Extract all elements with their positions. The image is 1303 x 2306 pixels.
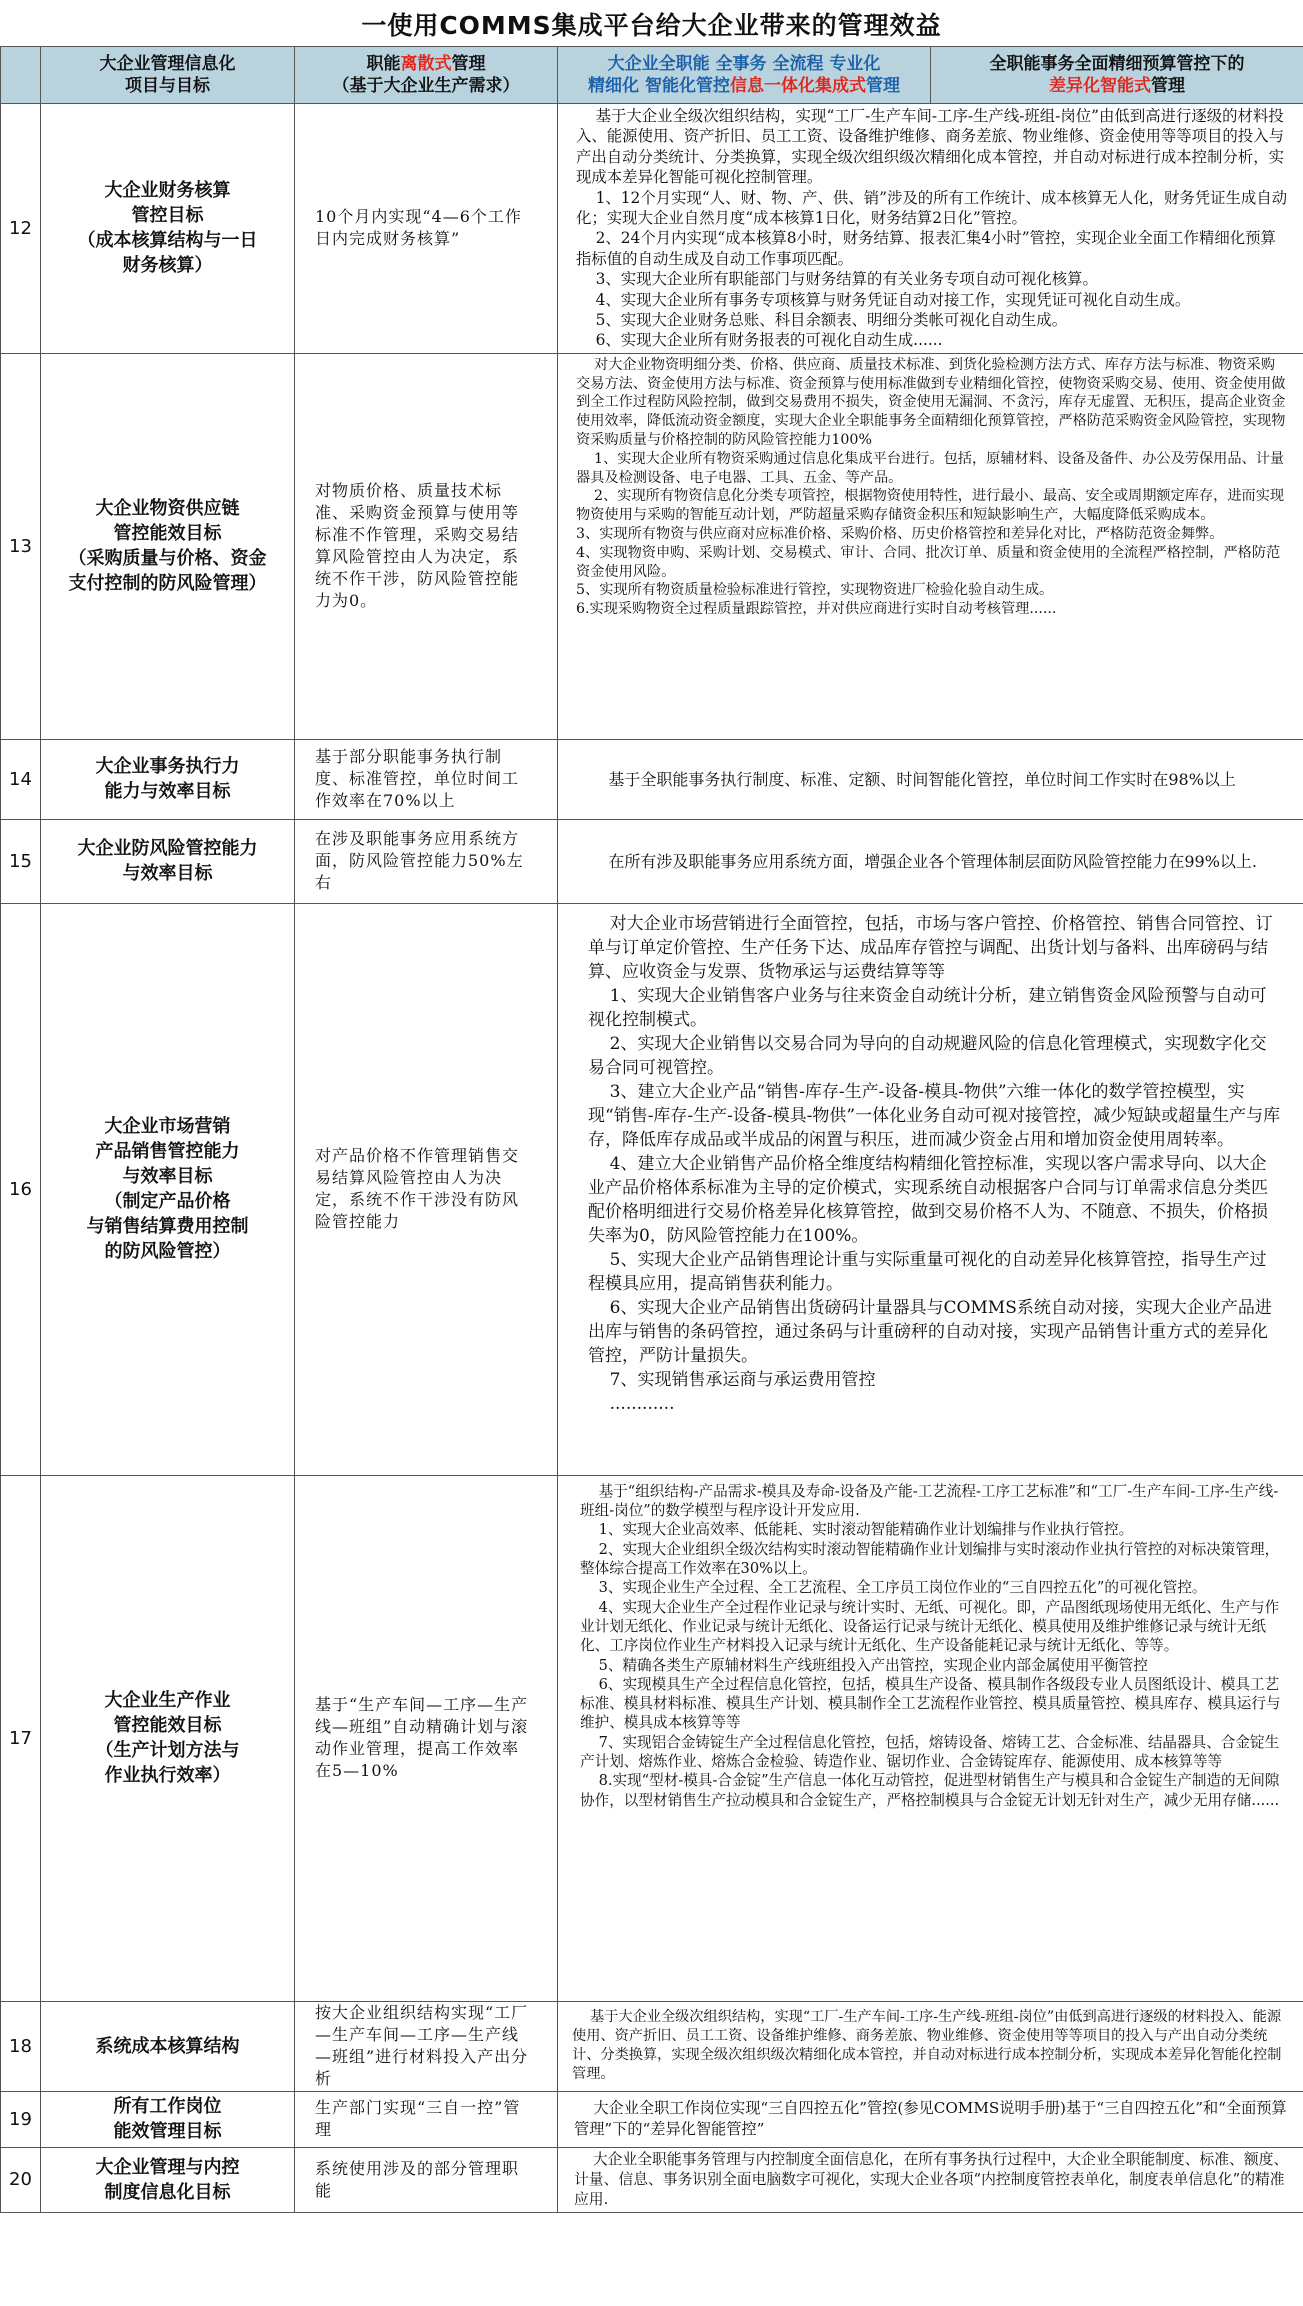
- description-paragraph: 2、24个月内实现“成本核算8小时，财务结算、报表汇集4小时”管控，实现企业全面工作精细化预算指标值的自动生成及自动工作事项匹配。: [576, 229, 1276, 268]
- table-row: [1, 1475, 1303, 2001]
- row-integrated-desc: [558, 2091, 1303, 2147]
- row-number: 20: [1, 2147, 41, 2212]
- row-discrete-desc: 基于部分职能事务执行制度、标准管控，单位时间工作效率在70%以上: [295, 739, 558, 819]
- description-paragraph: 基于大企业全级次组织结构，实现“工厂-生产车间-工序-生产线-班组-岗位”由低到高进行逐级的材料投入、能源使用、资产折旧、员工工资、设备维护维修、商务差旅、物业维修、资金使用等等项目的投入与产出自动分类统计、分类换算，实现全级次组织级次精细化成本管控，并自动对标进行成本控制分析，实现成本差异化智能化控制管理。: [572, 2009, 1282, 2083]
- row-goal: 大企业生产作业 管控能效目标 （生产计划方法与 作业执行效率）: [41, 1475, 295, 2001]
- description-paragraph: 3、实现所有物资与供应商对应标准价格、采购价格、历史价格管控和差异化对比，严格防范资金舞弊。: [576, 526, 1224, 543]
- row-discrete-desc: 对物质价格、质量技术标准、采购资金预算与使用等标准不作管理，采购交易结算风险管控由人为决定，系统不作干涉，防风险管控能力为0。: [295, 353, 558, 739]
- row-integrated-desc: [558, 2001, 1303, 2091]
- table-row: [1, 2091, 1303, 2147]
- row-integrated-desc: [558, 104, 1303, 354]
- header-col3-line1: 大企业全职能 全事务 全流程 专业化: [607, 54, 881, 74]
- description-paragraph: 5、精确各类生产原辅材料生产线班组投入产出管控，实现企业内部金属使用平衡管控: [580, 1656, 1148, 1674]
- table-row: [1, 819, 1303, 903]
- row-number: 12: [1, 104, 41, 354]
- description-paragraph: 6、实现大企业产品销售出货磅码计量器具与COMMS系统自动对接，实现大企业产品进出库与销售的条码管控，通过条码与计重磅秤的自动对接，实现产品销售计重方式的差异化管控，严防计量损失。: [588, 1297, 1272, 1366]
- row-goal: 大企业防风险管控能力 与效率目标: [41, 819, 295, 903]
- row-number: 17: [1, 1475, 41, 2001]
- description-paragraph: 8.实现“型材-模具-合金锭”生产信息一体化互动管控，促进型材销售生产与模具和合金锭生产制造的无间隙协作，以型材销售生产拉动模具和合金锭生产，严格控制模具与合金锭无计划无针对生产，减少无用存储......: [580, 1772, 1280, 1809]
- row-goal: 大企业市场营销 产品销售管控能力 与效率目标 （制定产品价格 与销售结算费用控制 的防风险管控）: [41, 903, 295, 1475]
- header-col3-line2-post: 管理: [865, 76, 900, 96]
- row-discrete-desc: 系统使用涉及的部分管理职能: [295, 2147, 558, 2212]
- description-paragraph: 基于大企业全级次组织结构，实现“工厂-生产车间-工序-生产线-班组-岗位”由低到高进行逐级的材料投入、能源使用、资产折旧、员工工资、设备维护维修、商务差旅、物业维修、资金使用等等项目的投入与产出自动分类统计、分类换算，实现全级次组织级次精细化成本管控，并自动对标进行成本控制分析，实现成本差异化智能可视化控制管理。: [576, 107, 1284, 187]
- header-col2-post: 管理: [451, 54, 486, 74]
- table-row: [1, 903, 1303, 1475]
- description-paragraph: 基于全职能事务执行制度、标准、定额、时间智能化管控，单位时间工作实时在98%以上: [588, 769, 1236, 789]
- description-paragraph: 5、实现所有物资质量检验标准进行管控，实现物资进厂检验化验自动生成。: [576, 582, 1054, 599]
- row-integrated-desc: [558, 1475, 1303, 2001]
- row-number: 15: [1, 819, 41, 903]
- row-integrated-desc: [558, 353, 1303, 739]
- row-integrated-desc: [558, 819, 1303, 903]
- description-paragraph: 6.实现采购物资全过程质量跟踪管控，并对供应商进行实时自动考核管理......: [576, 601, 1057, 618]
- row-discrete-desc: 生产部门实现“三自一控”管理: [295, 2091, 558, 2147]
- page-title: 一使用COMMS集成平台给大企业带来的管理效益: [361, 11, 942, 40]
- description-paragraph: 1、实现大企业高效率、低能耗、实时滚动智能精确作业计划编排与作业执行管控。: [580, 1521, 1134, 1539]
- row-number: 14: [1, 739, 41, 819]
- table-row: [1, 739, 1303, 819]
- row-discrete-desc: 在涉及职能事务应用系统方面，防风险管控能力50%左右: [295, 819, 558, 903]
- row-discrete-desc: 按大企业组织结构实现“工厂—生产车间—工序—生产线—班组”进行材料投入产出分析: [295, 2001, 558, 2091]
- description-paragraph: 1、12个月实现“人、财、物、产、供、销”涉及的所有工作统计、成本核算无人化，财务凭证生成自动化；实现大企业自然月度“成本核算1日化，财务结算2日化”管控。: [576, 188, 1288, 228]
- row-number: 18: [1, 2001, 41, 2091]
- row-number: 19: [1, 2091, 41, 2147]
- header-blank: [1, 47, 41, 104]
- header-project-goal: 大企业管理信息化 项目与目标: [41, 47, 295, 104]
- description-paragraph: 2、实现大企业组织全级次结构实时滚动智能精确作业计划编排与实时滚动作业执行管控的对标决策管理，整体综合提高工作效率在30%以上。: [580, 1540, 1280, 1578]
- header-col3-line2-pre: 精细化 智能化管控: [588, 76, 730, 96]
- description-paragraph: 大企业全职工作岗位实现“三自四控五化”管控(参见COMMS说明手册)基于“三自四控五化”和“全面预算管理”下的“差异化智能管控”: [574, 2099, 1287, 2139]
- description-paragraph: 2、实现所有物资信息化分类专项管控，根据物资使用特性，进行最小、最高、安全或周期额定库存，进而实现物资使用与采购的智能互动计划，严防超量采购存储资金积压和短缺影响生产，大幅度降低采购成本。: [576, 488, 1285, 524]
- description-paragraph: 1、实现大企业所有物资采购通过信息化集成平台进行。包括，原辅材料、设备及备件、办公及劳保用品、计量器具及检测设备、电子电器、工具、五金、等产品。: [576, 450, 1285, 486]
- table-header: [1, 47, 1303, 104]
- row-integrated-desc: [558, 739, 1303, 819]
- row-goal: 系统成本核算结构: [41, 2001, 295, 2091]
- description-paragraph: 4、实现物资申购、采购计划、交易模式、审计、合同、批次订单、质量和资金使用的全流程严格控制，严格防范资金使用风险。: [576, 544, 1281, 580]
- row-number: 16: [1, 903, 41, 1475]
- header-discrete-management: [295, 47, 558, 104]
- description-paragraph: 对大企业市场营销进行全面管控，包括，市场与客户管控、价格管控、销售合同管控、订单与订单定价管控、生产任务下达、成品库存管控与调配、出货计划与备料、出库磅码与结算、应收资金与发票、货物承运与运费结算等等: [588, 913, 1273, 982]
- header-col4-line1: 全职能事务全面精细预算管控下的: [989, 54, 1245, 74]
- header-col2-red: 离散式: [400, 54, 452, 74]
- header-col4-line2-red: 差异化智能式: [1049, 76, 1151, 96]
- table-body: [1, 104, 1303, 2213]
- row-goal: 所有工作岗位 能效管理目标: [41, 2091, 295, 2147]
- description-paragraph: 4、建立大企业销售产品价格全维度结构精细化管控标准，实现以客户需求导向、以大企业产品价格体系标准为主导的定价模式，实现系统自动根据客户合同与订单需求信息分类匹配价格明细进行交易价格差异化核算管控，做到交易价格不人为、不随意、不损失，价格损失率为0，防风险管控能力在100%。: [588, 1153, 1268, 1246]
- row-discrete-desc: 基于“生产车间—工序—生产线—班组”自动精确计划与滚动作业管理，提高工作效率在5—10%: [295, 1475, 558, 2001]
- row-goal: 大企业财务核算 管控目标 （成本核算结构与一日 财务核算）: [41, 104, 295, 354]
- description-paragraph: ............: [588, 1393, 675, 1414]
- description-paragraph: 3、实现大企业所有职能部门与财务结算的有关业务专项自动可视化核算。: [576, 270, 1098, 289]
- header-integrated-management: [558, 47, 931, 104]
- description-paragraph: 基于“组织结构-产品需求-模具及寿命-设备及产能-工艺流程-工序工艺标准”和“工厂-生产车间-工序-生产线-班组-岗位”的数学模型与程序设计开发应用.: [580, 1482, 1279, 1520]
- row-goal: 大企业事务执行力 能力与效率目标: [41, 739, 295, 819]
- description-paragraph: 3、实现企业生产全过程、全工艺流程、全工序员工岗位作业的“三自四控五化”的可视化管控。: [580, 1579, 1207, 1597]
- header-col3-line2-mark: 信息一体化集成式: [729, 76, 866, 96]
- description-paragraph: 1、实现大企业销售客户业务与往来资金自动统计分析，建立销售资金风险预警与自动可视化控制模式。: [588, 985, 1267, 1030]
- benefits-table: [0, 46, 1303, 2213]
- header-smart-management: [931, 47, 1303, 104]
- header-col2-sub: （基于大企业生产需求）: [332, 76, 520, 96]
- row-integrated-desc: [558, 2147, 1303, 2212]
- table-row: [1, 2001, 1303, 2091]
- row-number: 13: [1, 353, 41, 739]
- description-paragraph: 2、实现大企业销售以交易合同为导向的自动规避风险的信息化管理模式，实现数字化交易合同可视管控。: [588, 1033, 1267, 1078]
- table-row: [1, 104, 1303, 354]
- row-discrete-desc: 对产品价格不作管理销售交易结算风险管控由人为决定，系统不作干涉没有防风险管控能力: [295, 903, 558, 1475]
- row-discrete-desc: 10个月内实现“4—6个工作日内完成财务核算”: [295, 104, 558, 354]
- description-paragraph: 3、建立大企业产品“销售-库存-生产-设备-模具-物供”六维一体化的数学管控模型，实现“销售-库存-生产-设备-模具-物供”一体化业务自动可视对接管控，减少短缺或超量生产与库存，降低库存成品或半成品的闲置与积压，进而减少资金占用和增加资金使用周转率。: [588, 1081, 1281, 1150]
- description-paragraph: 大企业全职能事务管理与内控制度全面信息化，在所有事务执行过程中，大企业全职能制度、标准、额度、计量、信息、事务识别全面电脑数字可视化，实现大企业各项“内控制度管控表单化，制度表单信息化”的精准应用.: [574, 2150, 1289, 2208]
- description-paragraph: 7、实现铝合金铸锭生产全过程信息化管控，包括，熔铸设备、熔铸工艺、合金标准、结晶器具、合金锭生产计划、熔炼作业、熔炼合金检验、铸造作业、锯切作业、合金铸锭库存、能源使用、成本核算等等: [580, 1733, 1280, 1771]
- row-goal: 大企业管理与内控 制度信息化目标: [41, 2147, 295, 2212]
- row-integrated-desc: [558, 903, 1303, 1475]
- table-row: [1, 2147, 1303, 2212]
- header-col4-line2-post: 管理: [1151, 76, 1185, 96]
- description-paragraph: 6、实现模具生产全过程信息化管控，包括，模具生产设备、模具制作各级段专业人员图纸设计、模具工艺标准、模具材料标准、模具生产计划、模具制作全工艺流程作业管控、模具质量管控、模具库存、模具运行与维护、模具成本核算等等: [580, 1675, 1281, 1732]
- row-goal: 大企业物资供应链 管控能效目标 （采购质量与价格、资金 支付控制的防风险管理）: [41, 353, 295, 739]
- description-paragraph: 6、实现大企业所有财务报表的可视化自动生成......: [576, 331, 943, 350]
- description-paragraph: 5、实现大企业财务总账、科目余额表、明细分类帐可视化自动生成。: [576, 311, 1068, 330]
- description-paragraph: 在所有涉及职能事务应用系统方面，增强企业各个管理体制层面防风险管控能力在99%以上.: [588, 851, 1257, 871]
- header-col2-pre: 职能: [366, 54, 401, 74]
- table-row: [1, 353, 1303, 739]
- description-paragraph: 4、实现大企业生产全过程作业记录与统计实时、无纸、可视化。即，产品图纸现场使用无纸化、生产与作业计划无纸化、作业记录与统计无纸化、设备运行记录与统计无纸化、模具使用及维护维修记录与统计无纸化、工序岗位作业生产材料投入记录与统计无纸化、生产设备能耗记录与统计无纸化、等等。: [580, 1598, 1280, 1655]
- description-paragraph: 对大企业物资明细分类、价格、供应商、质量技术标准、到货化验检测方法方式、库存方法与标准、物资采购交易方法、资金使用方法与标准、资金预算与使用标准做到专业精细化管控，使物资采购交易、使用、资金使用做到全工作过程防风险控制，做到交易费用不损失，资金使用无漏洞、不贪污，库存无虚置、无积压，提高企业资金使用效率，降低流动资金额度，实现大企业全职能事务全面精细化预算管控，严格防范采购资金风险管控，实现物资采购质量与价格控制的防风险管控能力100%: [576, 356, 1286, 449]
- description-paragraph: 5、实现大企业产品销售理论计重与实际重量可视化的自动差异化核算管控，指导生产过程模具应用，提高销售获利能力。: [588, 1249, 1267, 1294]
- description-paragraph: 7、实现销售承运商与承运费用管控: [588, 1369, 876, 1390]
- description-paragraph: 4、实现大企业所有事务专项核算与财务凭证自动对接工作，实现凭证可视化自动生成。: [576, 290, 1191, 309]
